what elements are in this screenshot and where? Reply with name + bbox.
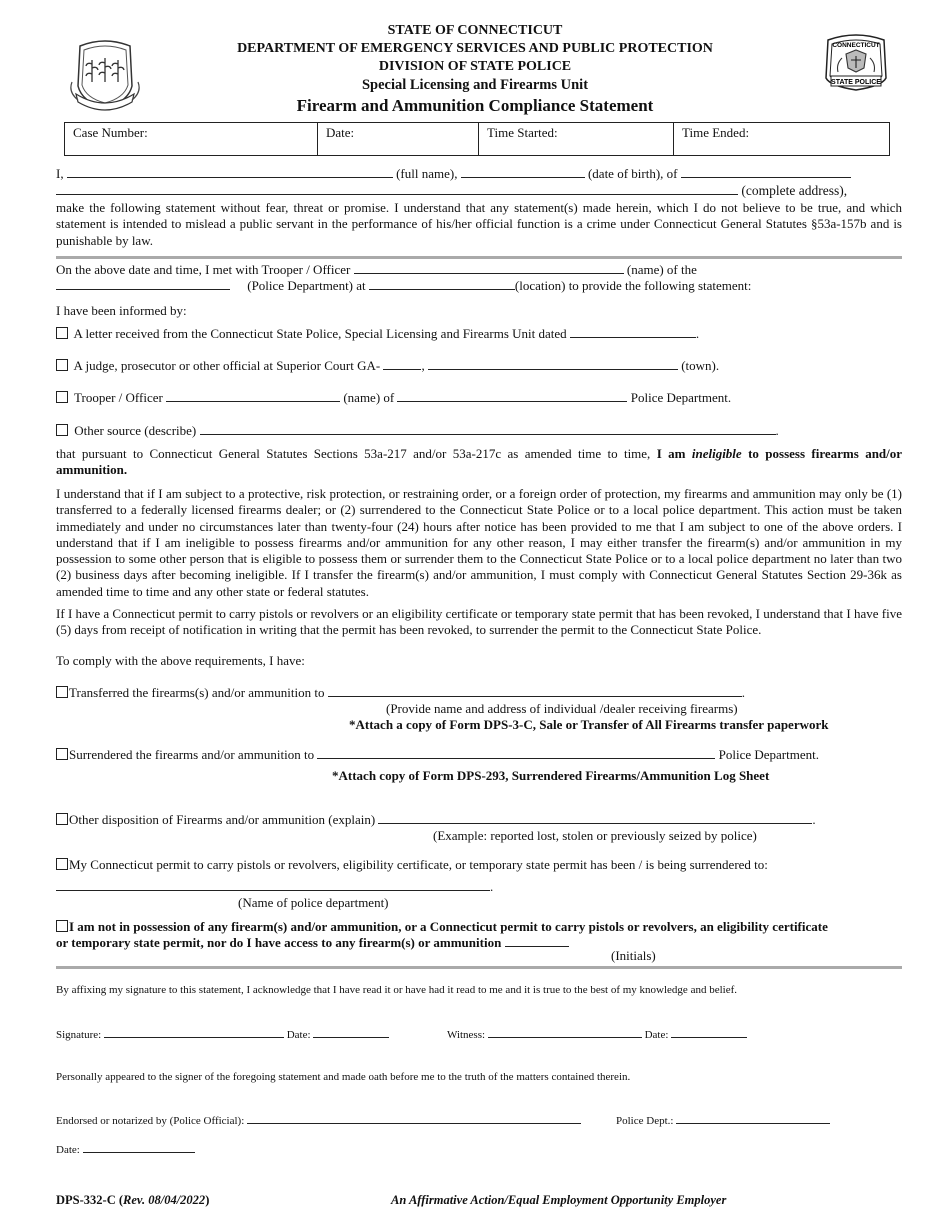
- trooper-label: Trooper / Officer: [74, 390, 163, 405]
- case-date-field[interactable]: Date:: [318, 123, 479, 155]
- case-number-field[interactable]: Case Number:: [65, 123, 318, 155]
- transferred-row: [56, 685, 745, 701]
- trooper-dept-label: Police Department.: [630, 390, 732, 405]
- ineligible-pre: that pursuant to Connecticut General Statutes Sections 53a-217 and/or 53a-217c as amended time to time,: [56, 446, 651, 461]
- address-line: [56, 183, 847, 199]
- intro-i: I,: [56, 166, 64, 181]
- permit-dept-period: .: [490, 879, 494, 894]
- initials-field[interactable]: [505, 935, 569, 947]
- header-department: DEPARTMENT OF EMERGENCY SERVICES AND PUBLIC PROTECTION: [237, 41, 713, 56]
- other-disposition-field[interactable]: [378, 812, 812, 824]
- permit-paragraph: If I have a Connecticut permit to carry pistols or revolvers or an eligibility certificate or temporary state permit that has been revoked, I understand that I have five (5) days from receipt of notification in writing that the permit has been revoked, to surrender the permit to the Connecticut State Police.: [56, 606, 902, 638]
- signature-row: [56, 1028, 389, 1041]
- intro-statement: make the following statement without fear, threat or promise. I understand that any statement(s) made herein, which I do not believe to be true, and which statement is intended to mislead a public servant in the performance of his/her official function is a crime under Connecticut General Statutes §53a-157b and is punishable by law.: [56, 200, 902, 248]
- informed-trooper-row: [56, 390, 731, 406]
- trooper-name-label: (name) of: [343, 390, 395, 405]
- other-source-checkbox[interactable]: [56, 424, 68, 436]
- informed-other-row: [56, 423, 779, 439]
- surrendered-label: Surrendered the firearms and/or ammunition to: [69, 747, 315, 762]
- comply-heading: To comply with the above requirements, I have:: [56, 653, 305, 668]
- letter-label: A letter received from the Connecticut State Police, Special Licensing and Firearms Unit dated: [73, 326, 567, 341]
- form-number-close: ): [205, 1193, 210, 1207]
- surrendered-end-label: Police Department.: [718, 747, 819, 762]
- form-number: [56, 1193, 209, 1208]
- form-revision: Rev. 08/04/2022: [123, 1193, 206, 1207]
- permit-surrendered-row: [56, 857, 768, 873]
- court-ga-field[interactable]: [383, 358, 421, 370]
- intro-line: [56, 166, 851, 182]
- date-of-birth-field[interactable]: [461, 166, 585, 178]
- address-label: (complete address),: [741, 183, 848, 198]
- witness-field[interactable]: [488, 1028, 642, 1038]
- judge-label: A judge, prosecutor or other official at Superior Court GA-: [73, 358, 381, 373]
- form-number-text: DPS-332-C (: [56, 1193, 124, 1207]
- surrendered-to-field[interactable]: [317, 747, 715, 759]
- dob-label: (date of birth), of: [587, 166, 678, 181]
- permit-surrendered-checkbox[interactable]: [56, 858, 68, 870]
- signature-field[interactable]: [104, 1028, 284, 1038]
- trooper-dept-field[interactable]: [397, 390, 627, 402]
- permit-surrendered-label: My Connecticut permit to carry pistols or revolvers, eligibility certificate, or temporary state permit has been / is being surrendered to:: [69, 857, 768, 872]
- transferred-to-field[interactable]: [328, 685, 742, 697]
- acknowledge-text: By affixing my signature to this statement, I acknowledge that I have read it or have had it read to me and it is true to the best of my knowledge and belief.: [56, 984, 737, 996]
- police-department-field[interactable]: [56, 278, 230, 290]
- signature-date-label: Date:: [286, 1029, 311, 1041]
- appeared-text: Personally appeared to the signer of the foregoing statement and made oath before me to the truth of the matters contained therein.: [56, 1071, 631, 1083]
- transferred-checkbox[interactable]: [56, 686, 68, 698]
- surrendered-checkbox[interactable]: [56, 748, 68, 760]
- judge-comma: ,: [421, 358, 425, 373]
- header-unit: Special Licensing and Firearms Unit: [361, 77, 589, 93]
- notary-date-label: Date:: [56, 1144, 80, 1156]
- witness-date-field[interactable]: [671, 1028, 747, 1038]
- endorsed-row: [56, 1114, 581, 1127]
- header-division: DIVISION OF STATE POLICE: [378, 59, 572, 74]
- signature-date-field[interactable]: [313, 1028, 389, 1038]
- badge-bottom-text: STATE POLICE: [831, 79, 881, 86]
- police-dept-row: [616, 1114, 830, 1127]
- endorsed-label: Endorsed or notarized by (Police Official):: [56, 1115, 245, 1127]
- other-disposition-label: Other disposition of Firearms and/or ammunition (explain): [69, 812, 376, 827]
- ineligible-b3: to possess firearms and/or ammunition.: [56, 446, 903, 478]
- transferred-attach-note: *Attach a copy of Form DPS-3-C, Sale or Transfer of All Firearms transfer paperwork: [349, 717, 829, 732]
- time-started-field[interactable]: Time Started:: [479, 123, 674, 155]
- trooper-checkbox[interactable]: [56, 391, 68, 403]
- other-period: .: [775, 423, 779, 438]
- permit-dept-line: [56, 879, 493, 895]
- address-field-1[interactable]: [681, 166, 851, 178]
- letter-date-field[interactable]: [570, 326, 696, 338]
- ineligible-b1: I am: [656, 446, 686, 461]
- judge-town-label: (town).: [681, 358, 720, 373]
- officer-name-field[interactable]: [354, 262, 624, 274]
- meeting-line-1: [56, 262, 697, 278]
- transferred-label: Transferred the firearms(s) and/or ammunition to: [69, 685, 325, 700]
- state-police-badge: [822, 32, 890, 98]
- informed-judge-row: [56, 358, 719, 374]
- other-source-field[interactable]: [200, 423, 776, 435]
- witness-date-label: Date:: [644, 1029, 669, 1041]
- badge-top-text: CONNECTICUT: [832, 42, 880, 49]
- witness-row: [447, 1028, 747, 1041]
- judge-checkbox[interactable]: [56, 359, 68, 371]
- other-disposition-checkbox[interactable]: [56, 813, 68, 825]
- trooper-name-field[interactable]: [166, 390, 340, 402]
- not-possess-checkbox[interactable]: [56, 920, 68, 932]
- form-title: Firearm and Ammunition Compliance Statement: [296, 96, 654, 115]
- other-source-label: Other source (describe): [74, 423, 197, 438]
- header-state: STATE OF CONNECTICUT: [387, 23, 563, 38]
- meeting-text-4: (location) to provide the following statement:: [514, 278, 752, 293]
- transferred-note: (Provide name and address of individual /dealer receiving firearms): [386, 701, 738, 716]
- other-disposition-note: (Example: reported lost, stolen or previously seized by police): [433, 828, 757, 843]
- section-divider-1: [56, 256, 902, 259]
- meeting-line-2: [56, 278, 751, 294]
- not-possess-row-1: [56, 919, 828, 935]
- section-divider-2: [56, 966, 902, 969]
- surrendered-attach-note: *Attach copy of Form DPS-293, Surrendered Firearms/Ammunition Log Sheet: [332, 768, 770, 783]
- meeting-text-3: (Police Department) at: [247, 278, 366, 293]
- other-disposition-period: .: [812, 812, 816, 827]
- other-disposition-row: [56, 812, 816, 828]
- permit-dept-field[interactable]: [56, 879, 490, 891]
- endorsed-field[interactable]: [247, 1114, 581, 1124]
- understand-paragraph: I understand that if I am subject to a protective, risk protection, or restraining order, or a foreign order of protection, my firearms and ammunition may only be (1) transferred to a federally licensed firearms dealer; or (2) surrendered to the Connecticut State Police or to a local police department. This action must be taken immediately and under no circumstances later than twenty-four (24) hours after notice has been provided to me that I am subject to one of the above orders. I understand that if I am ineligible to possess firearms and/or ammunition for any other reason, I may either transfer the firearm(s) and/or ammunition in my possession to some other person that is eligible to possess them or surrender them to the Connecticut State Police or to a local police department no later than two (2) business days after becoming ineligible. If I transfer the firearm(s) and/or ammunition, I must comply with Connecticut General Statutes Section 29-36k as amended time to time and any other state or federal statutes.: [56, 486, 902, 599]
- police-dept-label: Police Dept.:: [616, 1115, 674, 1127]
- notary-date-field[interactable]: [83, 1143, 195, 1153]
- full-name-label: (full name),: [396, 166, 458, 181]
- address-field-2[interactable]: [56, 183, 738, 195]
- ineligible-b2: ineligible: [691, 446, 742, 461]
- ineligible-statement: [56, 446, 902, 479]
- not-possess-row-2: [56, 935, 569, 951]
- not-possess-text-2: , an eligibility certificate: [693, 919, 828, 934]
- employer-statement: An Affirmative Action/Equal Employment Opportunity Employer: [391, 1193, 727, 1207]
- letter-period: .: [695, 326, 700, 341]
- meeting-text-1: On the above date and time, I met with Trooper / Officer: [56, 262, 351, 277]
- meeting-text-2: (name) of the: [626, 262, 697, 277]
- letter-checkbox[interactable]: [56, 327, 68, 339]
- surrendered-row: [56, 747, 819, 763]
- not-possess-text-3: or temporary state permit, nor do I have access to any firearm(s) or ammunition: [56, 935, 502, 950]
- witness-label: Witness:: [447, 1029, 486, 1041]
- town-field[interactable]: [428, 358, 678, 370]
- initials-label: (Initials): [611, 948, 656, 963]
- signature-label: Signature:: [56, 1029, 102, 1041]
- location-field[interactable]: [369, 278, 515, 290]
- transferred-period: .: [741, 685, 745, 700]
- informed-heading: I have been informed by:: [56, 303, 187, 318]
- notary-date-row: [56, 1143, 195, 1156]
- full-name-field[interactable]: [67, 166, 393, 178]
- police-dept-field[interactable]: [676, 1114, 830, 1124]
- permit-dept-note: (Name of police department): [238, 895, 389, 910]
- time-ended-field[interactable]: Time Ended:: [682, 125, 750, 140]
- not-possess-text-1: I am not in possession of any firearm(s) and/or ammunition, or a Connecticut permit to carry pistols or revolvers: [69, 919, 694, 934]
- informed-letter-row: [56, 326, 699, 342]
- case-info-table: [64, 122, 890, 156]
